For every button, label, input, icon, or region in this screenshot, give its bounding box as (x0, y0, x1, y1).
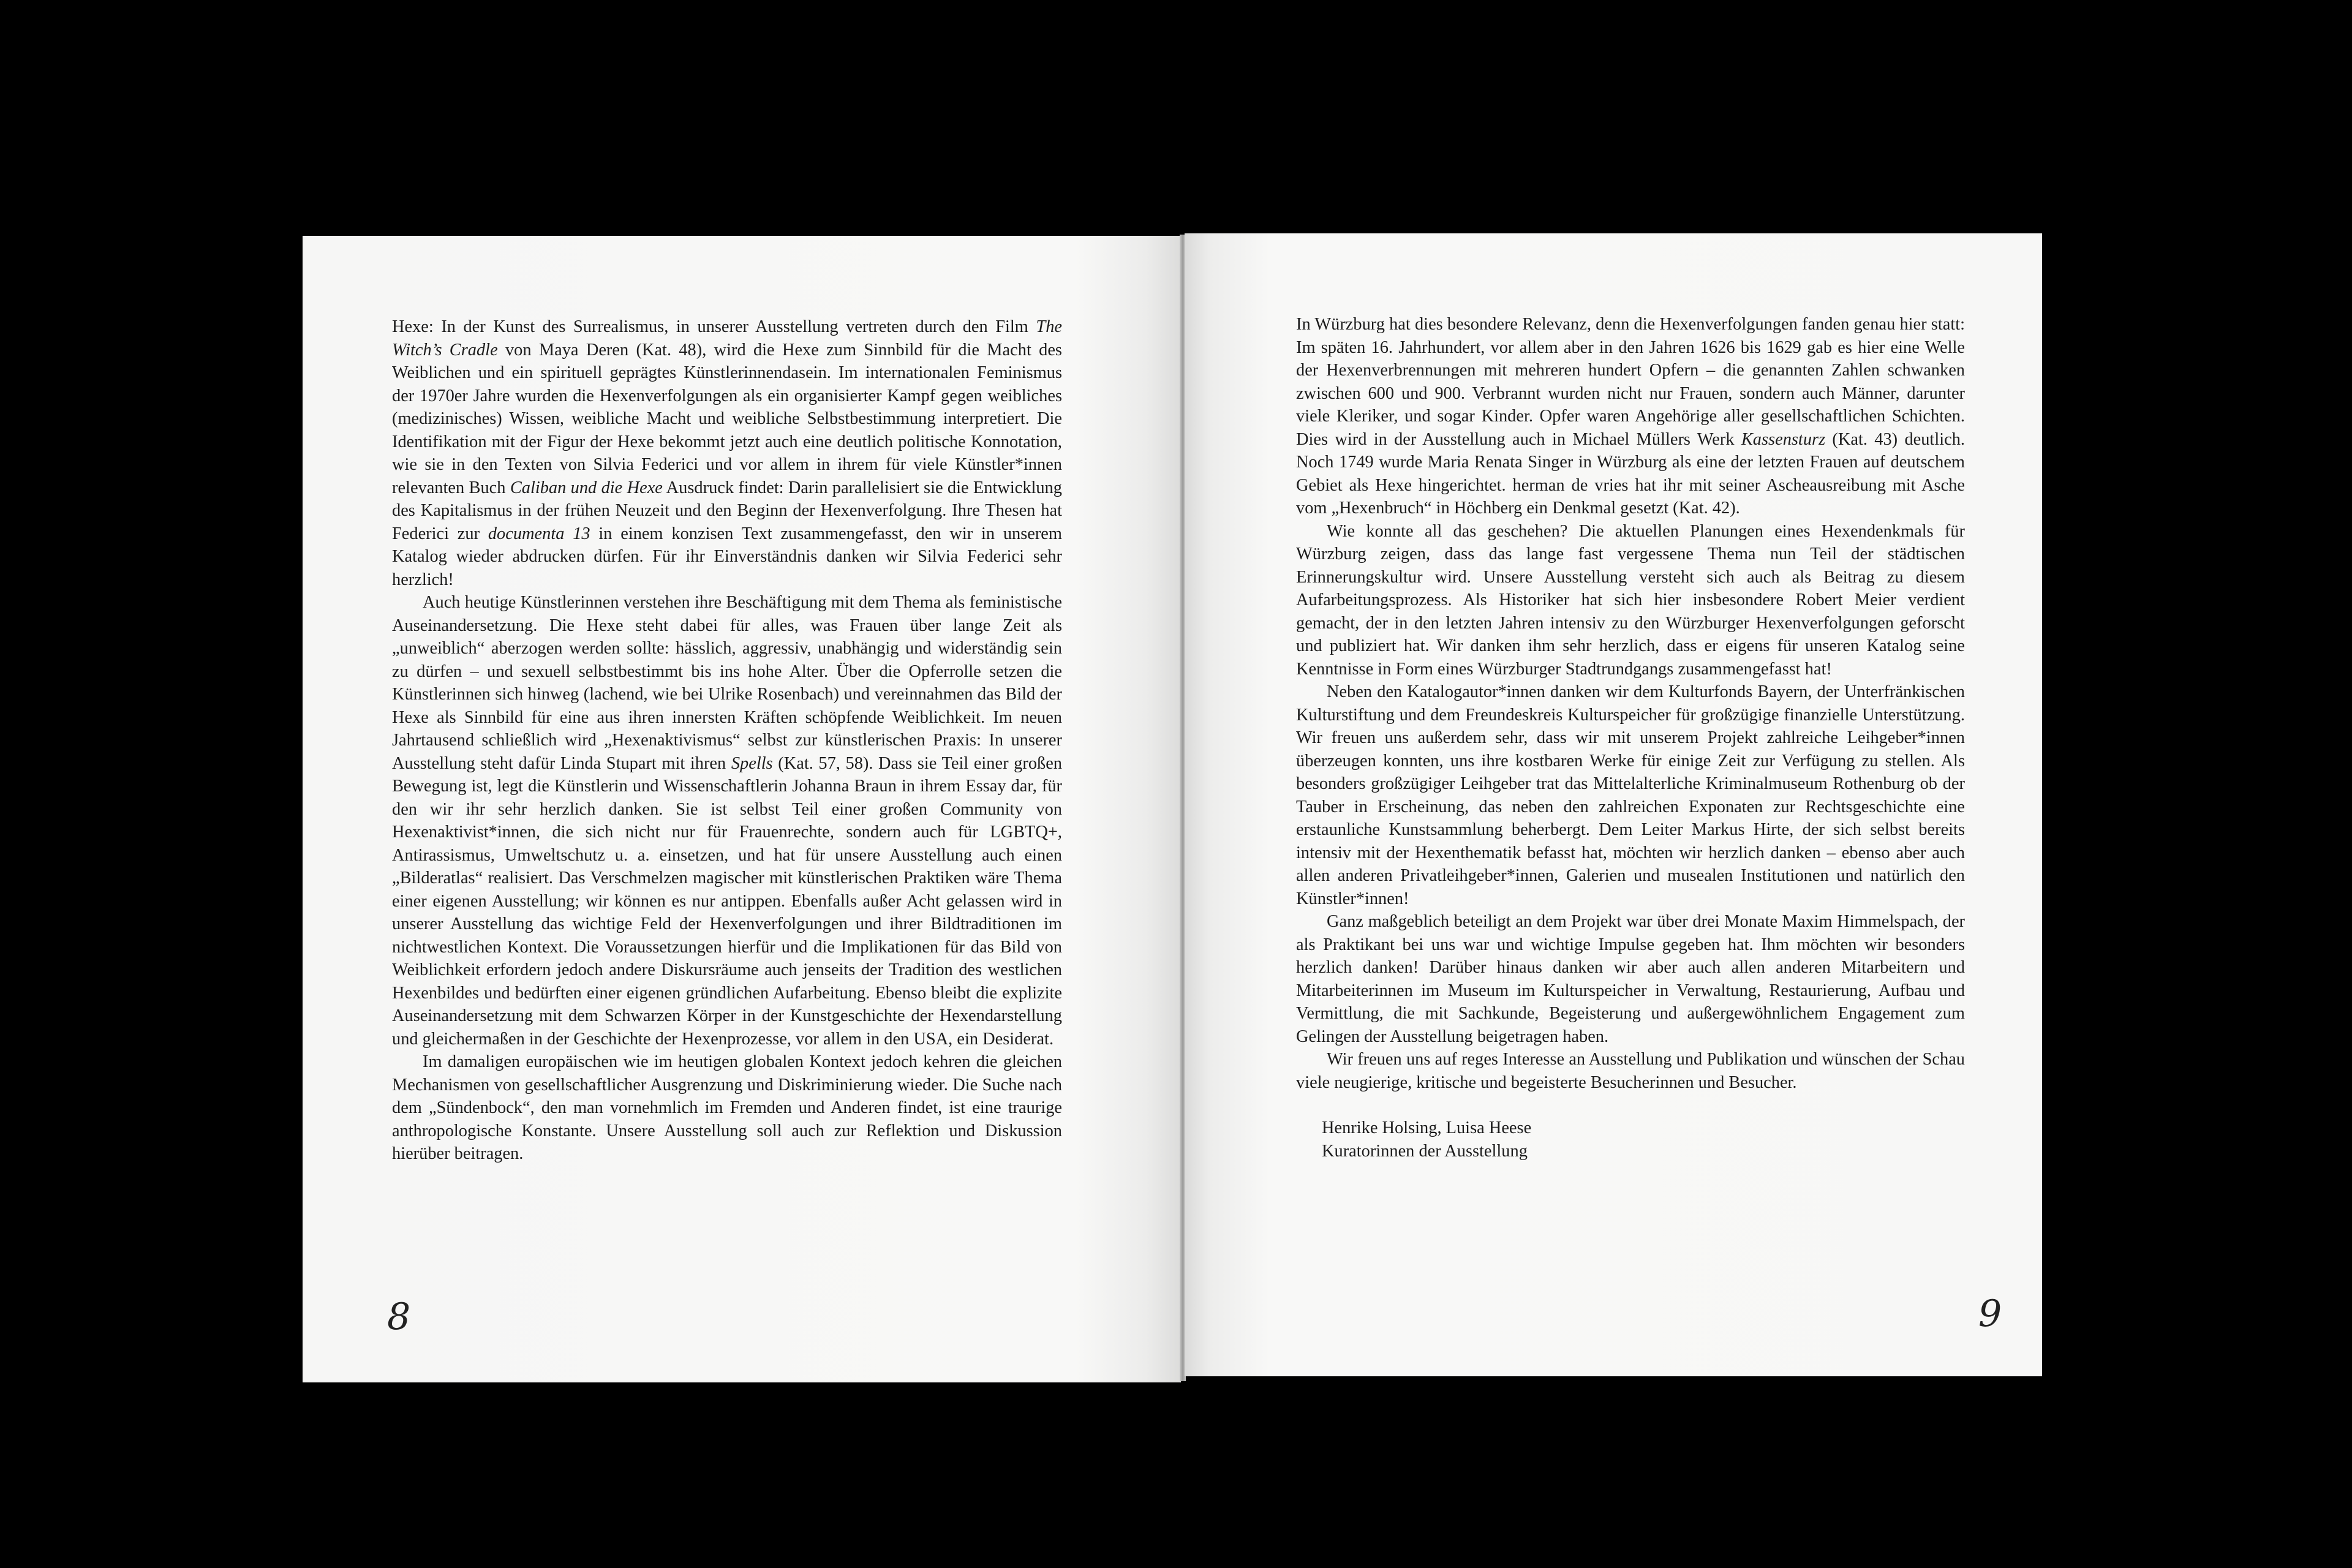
text-run: Hexe: In der Kunst des Surrealismus, in unserer Ausstellung vertreten durch den Film (392, 317, 1036, 336)
text-run: (Kat. 43) deutlich. Noch 1749 wurde Maria Renata Singer in Würzburg als eine der letzten Frauen auf deutschem Gebiet als Hexe hingerichtet. herman de vries hat ihr mit seiner Ascheausreibung mit Asche vom „Hexenbruch“ in Höchberg ein Denkmal gesetzt (Kat. 42). (1296, 429, 1965, 518)
text-run: Ausdruck findet: Darin parallelisiert sie die Entwicklung des Kapitalismus in der frühen Neuzeit und den Beginn der Hexenverfolgung. Ihre Thesen hat Federici zur (392, 478, 1062, 543)
paragraph (392, 591, 1062, 1050)
text-run: Wir freuen uns auf reges Interesse an Ausstellung und Publikation und wünschen der Schau viele neugierige, kritische und begeisterte Besucherinnen und Besucher. (1296, 1050, 1965, 1092)
signature-names: Henrike Holsing, Luisa Heese (1322, 1118, 1532, 1137)
paragraph (1296, 680, 1965, 910)
paragraph (392, 315, 1062, 591)
paragraph (392, 1050, 1062, 1166)
italic-title: Caliban und die Hexe (510, 478, 663, 497)
text-run: Neben den Katalogautor*innen danken wir dem Kulturfonds Bayern, der Unterfränkischen Kulturstiftung und dem Freundeskreis Kulturspeicher für großzügige finanzielle Unterstützung. Wir freuen uns außerdem sehr, dass wir mit unserem Projekt zahlreiche Leihgeber*innen überzeugen konnten, uns ihre kostbaren Werke für einige Zeit zur Verfügung zu stellen. Als besonders großzügiger Leihgeber trat das Mittelalterliche Kriminalmuseum Rothenburg ob der Tauber in Erscheinung, das neben den zahlreichen Exponaten zur Rechtsgeschichte eine erstaunliche Kunstsammlung beherbergt. Dem Leiter Markus Hirte, der sich selbst bereits intensiv mit der Hexenthematik befasst hat, möchten wir herzlich danken – ebenso aber auch allen anderen Privatleihgeber*innen, Galerien und musealen Institutionen und natürlich den Künstler*innen! (1296, 682, 1965, 908)
book-spread (303, 235, 2042, 1381)
text-run: Auch heutige Künstlerinnen verstehen ihre Beschäftigung mit dem Thema als feministische Auseinandersetzung. Die Hexe steht dabei für alles, was Frauen über lange Zeit als „unweiblich“ aberzogen werden sollte: hässlich, aggressiv, unabhängig und widerständig sein zu dürfen – und sexuell selbstbestimmt bis ins hohe Alter. Über die Opferrolle setzen die Künstlerinnen sich hinweg (lachend, wie bei Ulrike Rosenbach) und vereinnahmen das Bild der Hexe als Sinnbild für eine aus ihren innersten Kräften schöpfende Weiblichkeit. Im neuen Jahrtausend schließlich wird „Hexenaktivismus“ selbst zur künstlerischen Praxis: In unserer Ausstellung steht dafür Linda Stupart mit ihren (392, 593, 1062, 773)
italic-title: Kassensturz (1741, 429, 1826, 449)
text-run: (Kat. 57, 58). Dass sie Teil einer großen Bewegung ist, legt die Künstlerin und Wissenschaftlerin Johanna Braun in ihrem Essay dar, für den wir ihr sehr herzlich danken. Sie ist selbst Teil einer großen Community von Hexenaktivist*innen, die sich nicht nur für Frauenrechte, sondern auch für LGBTQ+, Antirassismus, Umweltschutz u. a. einsetzen, und hat für unsere Ausstellung auch einen „Bilderatlas“ realisiert. Das Verschmelzen magischer mit künstlerischen Praktiken wäre Thema einer eigenen Ausstellung; wir können es nur antippen. Ebenfalls außer Acht gelassen wird in unserer Ausstellung das wichtige Feld der Hexenverfolgungen und ihrer Bildtraditionen im nichtwestlichen Kontext. Die Voraussetzungen hierfür und die Implikationen für das Bild von Weiblichkeit erfordern jedoch andere Diskursräume auch jenseits der Tradition des westlichen Hexenbildes und bedürften einer eigenen gründlichen Aufarbeitung. Ebenso bleibt die explizite Auseinandersetzung mit dem Schwarzen Körper in der Kunstgeschichte der Hexendarstellung und gleichermaßen in der Geschichte der Hexenprozesse, vor allem in den USA, ein Desiderat. (392, 753, 1062, 1049)
text-run: Wie konnte all das geschehen? Die aktuellen Planungen eines Hexendenkmals für Würzburg zeigen, dass das lange fast vergessene Thema nun Teil der städtischen Erinnerungskultur wird. Unsere Ausstellung versteht sich auch als Beitrag zu diesem Aufarbeitungsprozess. Als Historiker hat sich hier insbesondere Robert Meier verdient gemacht, der in den letzten Jahren intensiv zu den Würzburger Hexenverfolgungen geforscht und publiziert hat. Wir danken ihm sehr herzlich, dass er eigens für unseren Katalog seine Kenntnisse in Form eines Würzburger Stadtrundgangs zusammengefasst hat! (1296, 521, 1965, 679)
paragraph (1296, 910, 1965, 1048)
text-run: von Maya Deren (Kat. 48), wird die Hexe zum Sinnbild für die Macht des Weiblichen und ein spirituell geprägtes Künstlerinnendasein. Im internationalen Feminismus der 1970er Jahre wurden die Hexenverfolgungen als ein organisierter Kampf gegen weibliches (medizinisches) Wissen, weibliche Macht und weibliche Selbstbestimmung interpretiert. Die Identifikation mit der Figur der Hexe bekommt jetzt auch eine deutlich politische Konnotation, wie sie in den Texten von Silvia Federici und vor allem in ihrem für viele Künstler*innen relevanten Buch (392, 340, 1062, 497)
text-run: Im damaligen europäischen wie im heutigen globalen Kontext jedoch kehren die gleichen Mechanismen von gesellschaftlicher Ausgrenzung und Diskriminierung wieder. Die Suche nach dem „Sündenbock“, den man vornehmlich im Fremden und Anderen findet, ist eine traurige anthropologische Konstante. Unsere Ausstellung soll auch zur Reflektion und Diskussion hierüber beitragen. (392, 1052, 1062, 1163)
text-run: In Würzburg hat dies besondere Relevanz, denn die Hexenverfolgungen fanden genau hier statt: Im späten 16. Jahrhundert, vor allem aber in den Jahren 1626 bis 1629 gab es hier eine Welle der Hexenverbrennungen mit mehreren hundert Opfern – die genannten Zahlen schwanken zwischen 600 und 900. Verbrannt wurden nicht nur Frauen, sondern auch Männer, darunter viele Kleriker, und sogar Kinder. Opfer waren Angehörige aller gesellschaftlichen Schichten. Dies wird in der Ausstellung auch in Michael Müllers Werk (1296, 315, 1965, 449)
paragraph (1296, 313, 1965, 520)
italic-title: Spells (731, 753, 773, 773)
text-run: in einem konzisen Text zusammengefasst, den wir in unserem Katalog wieder abdrucken dürfen. Für ihr Einverständnis danken wir Silvia Federici sehr herzlich! (392, 524, 1062, 589)
paragraph (1296, 520, 1965, 681)
page-number: 8 (387, 1295, 411, 1338)
italic-title: The Witch’s Cradle (392, 317, 1062, 360)
left-page-body (392, 315, 1062, 1166)
left-page (303, 236, 1181, 1382)
paragraph (1296, 1048, 1965, 1094)
right-page (1185, 233, 2042, 1376)
page-number: 9 (1978, 1292, 2002, 1335)
text-run: Ganz maßgeblich beteiligt an dem Projekt war über drei Monate Maxim Himmelspach, der als Praktikant bei uns war und wichtige Impulse gegeben hat. Ihm möchten wir besonders herzlich danken! Darüber hinaus danken wir aber auch allen anderen Mitarbeitern und Mitarbeiterinnen im Museum im Kulturspeicher in Verwaltung, Restaurierung, Aufbau und Vermittlung, die mit Sachkunde, Begeisterung und außergewöhnlichem Engagement zum Gelingen der Ausstellung beigetragen haben. (1296, 912, 1965, 1046)
signature (1296, 1117, 1965, 1163)
right-page-body (1296, 313, 1965, 1163)
italic-title: documenta 13 (488, 524, 590, 543)
signature-role: Kuratorinnen der Ausstellung (1322, 1141, 1528, 1161)
